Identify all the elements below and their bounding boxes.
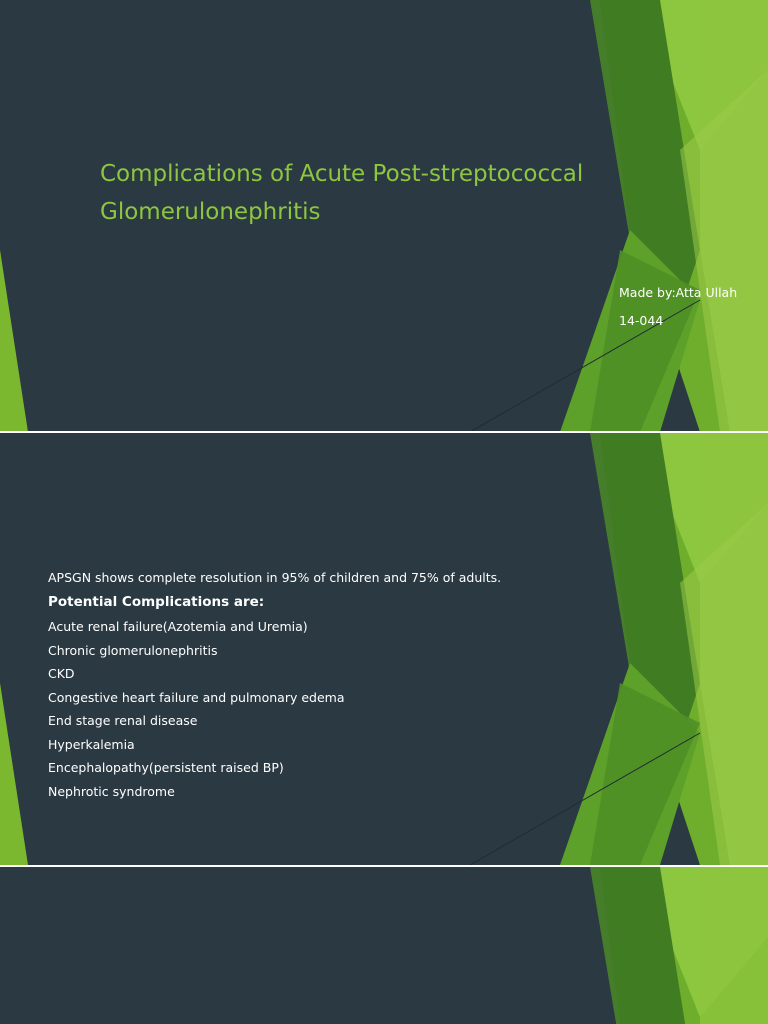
list-item: End stage renal disease: [48, 713, 198, 728]
intro-text: APSGN shows complete resolution in 95% of children and 75% of adults.: [48, 570, 502, 585]
green-facet-decoration: [0, 867, 768, 1024]
list-item: CKD: [48, 666, 75, 681]
complications-list: [48, 615, 588, 803]
content-slide: [0, 433, 768, 865]
title-slide: [0, 0, 768, 431]
slide-title: Complications of Acute Post-streptococcal Glomerulonephritis: [100, 161, 584, 225]
author-id: 14-044: [619, 313, 664, 328]
author-name: Made by:Atta Ullah: [619, 285, 738, 300]
list-item: Acute renal failure(Azotemia and Uremia): [48, 619, 308, 634]
list-item: Congestive heart failure and pulmonary edema: [48, 689, 345, 705]
list-item: Chronic glomerulonephritis: [48, 642, 218, 658]
partial-slide: [0, 867, 768, 1024]
list-item: Hyperkalemia: [48, 736, 135, 752]
content-body: [48, 569, 588, 803]
list-item: Encephalopathy(persistent raised BP): [48, 760, 284, 775]
author-block: [619, 284, 737, 340]
complications-heading: Potential Complications are:: [48, 594, 265, 610]
list-item: Nephrotic syndrome: [48, 783, 175, 799]
